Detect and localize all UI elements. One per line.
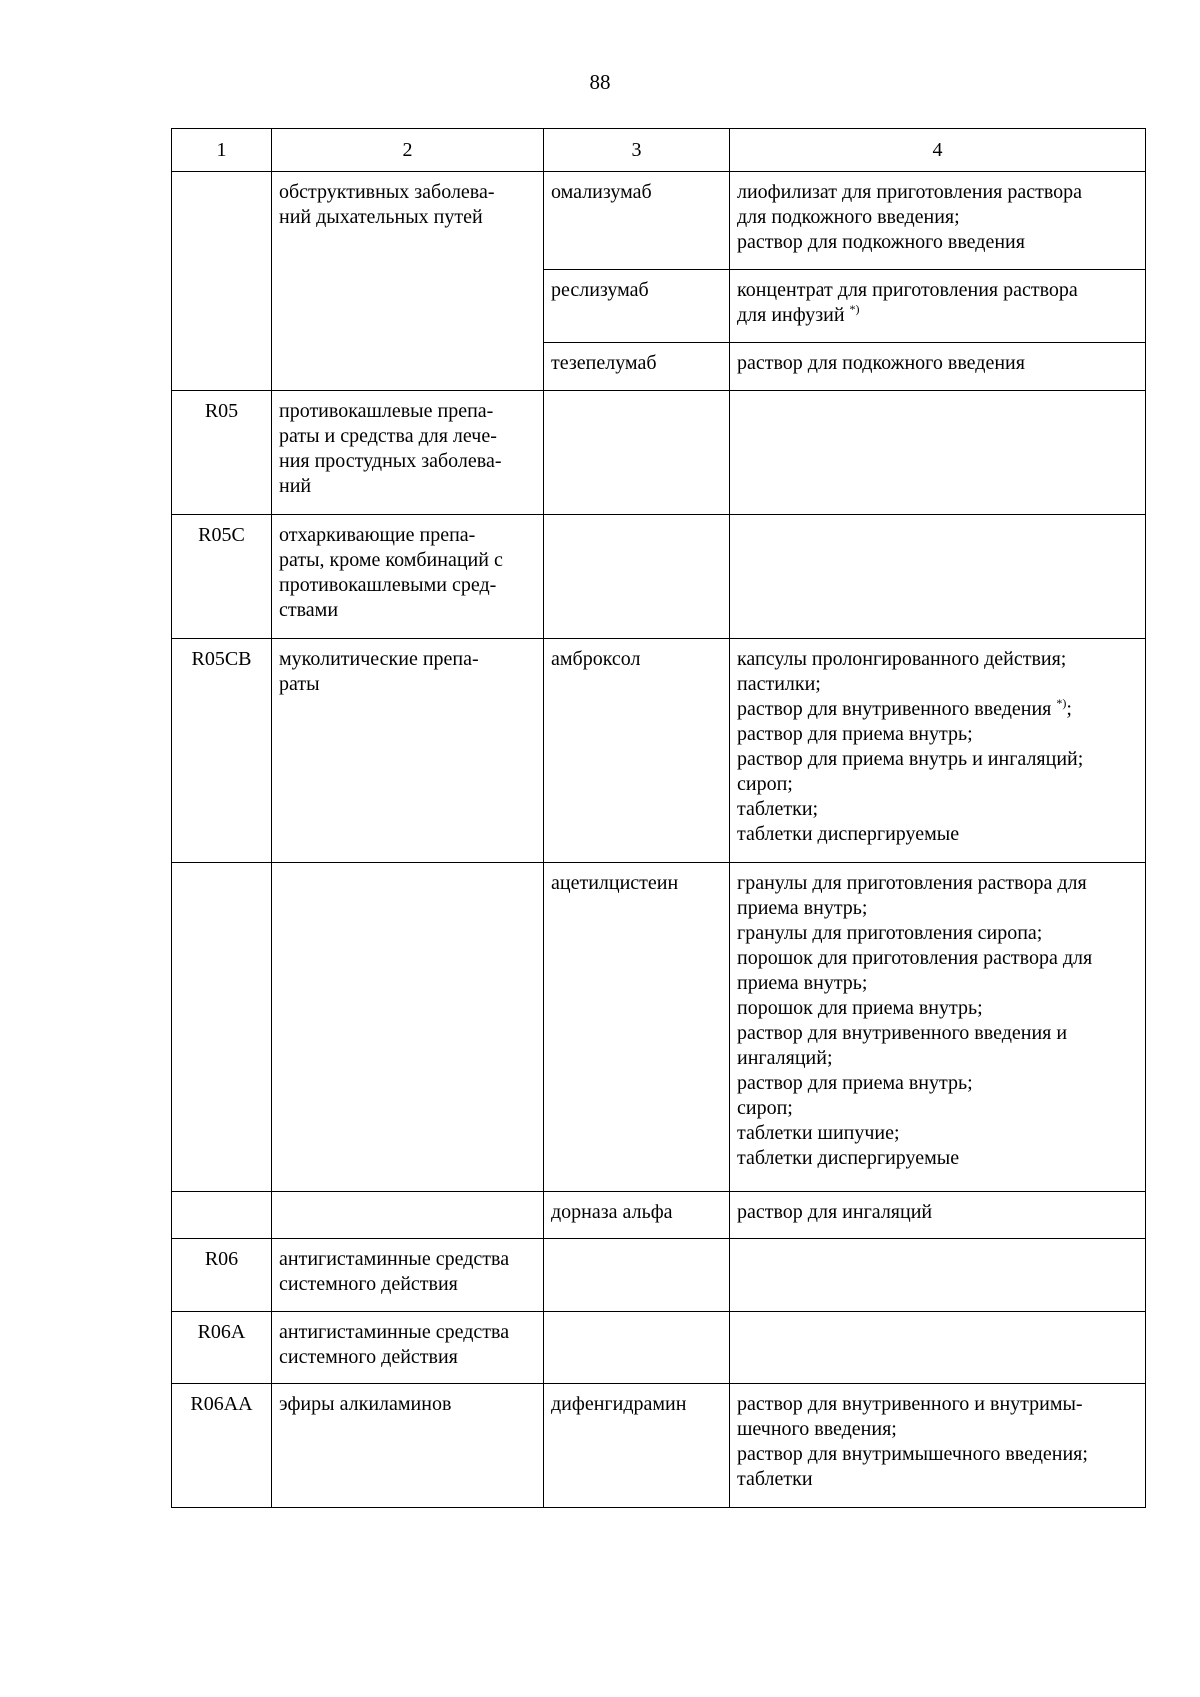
header-col-1: 1: [172, 129, 272, 172]
code-cell: R05C: [172, 515, 272, 639]
drug-name-cell: [544, 515, 730, 639]
group-cell: антигистаминные средства системного действия: [272, 1239, 544, 1312]
page-number: 88: [589, 70, 611, 94]
footnote-mark: *): [1056, 696, 1067, 710]
code-cell: R06: [172, 1239, 272, 1312]
code-cell: [172, 1192, 272, 1239]
dosage-form-text: концентрат для приготовления раствора для инфузий: [737, 279, 1078, 326]
table-row: [172, 1312, 1146, 1384]
dosage-form-text: капсулы пролонгированного действия; пастилки; раствор для внутривенного введения: [737, 648, 1067, 720]
dosage-form-cell: [730, 1239, 1146, 1312]
dosage-form-cell: [730, 515, 1146, 639]
dosage-form-cell: [730, 391, 1146, 515]
table-row: [172, 1192, 1146, 1239]
group-cell: муколитические препа- раты: [272, 639, 544, 863]
group-cell: [272, 1192, 544, 1239]
dosage-form-cell: [730, 639, 1146, 863]
drug-name-cell: тезепелумаб: [544, 343, 730, 391]
group-cell: отхаркивающие препа- раты, кроме комбинаций с противокашлевыми сред- ствами: [272, 515, 544, 639]
group-cell: [272, 863, 544, 1192]
drug-name-cell: амброксол: [544, 639, 730, 863]
table-row: [172, 1239, 1146, 1312]
drug-name-cell: [544, 391, 730, 515]
footnote-mark: *): [849, 302, 860, 316]
code-cell: R06A: [172, 1312, 272, 1384]
dosage-form-cell: раствор для ингаляций: [730, 1192, 1146, 1239]
drug-table: [171, 128, 1146, 1508]
drug-name-cell: [544, 1312, 730, 1384]
drug-name-cell: реслизумаб: [544, 270, 730, 343]
code-cell: R05CB: [172, 639, 272, 863]
table-row: [172, 639, 1146, 863]
dosage-form-cell: раствор для внутривенного и внутримы- шечного введения; раствор для внутримышечного введения; таблетки: [730, 1384, 1146, 1508]
group-cell: противокашлевые препа- раты и средства для лече- ния простудных заболева- ний: [272, 391, 544, 515]
code-cell: R06AA: [172, 1384, 272, 1508]
drug-name-cell: дифенгидрамин: [544, 1384, 730, 1508]
code-cell: [172, 863, 272, 1192]
header-col-4: 4: [730, 129, 1146, 172]
table-row: [172, 1384, 1146, 1508]
dosage-form-text: раствор для приема внутрь; раствор для приема внутрь и ингаляций; сироп; таблетки; таблетки диспергируемые: [737, 723, 1084, 845]
dosage-form-cell: лиофилизат для приготовления раствора для подкожного введения; раствор для подкожного введения: [730, 172, 1146, 270]
drug-name-cell: ацетилцистеин: [544, 863, 730, 1192]
code-cell: [172, 172, 272, 391]
drug-name-cell: дорназа альфа: [544, 1192, 730, 1239]
code-cell: R05: [172, 391, 272, 515]
dosage-form-cell: раствор для подкожного введения: [730, 343, 1146, 391]
dosage-form-cell: [730, 1312, 1146, 1384]
drug-name-cell: омализумаб: [544, 172, 730, 270]
group-cell: эфиры алкиламинов: [272, 1384, 544, 1508]
table-header-row: [172, 129, 1146, 172]
dosage-form-cell: гранулы для приготовления раствора для приема внутрь; гранулы для приготовления сиропа; порошок для приготовления раствора для приема внутрь; порошок для приема внутрь; раствор для внутривенного введения и ингаляций; раствор для приема внутрь; сироп; таблетки шипучие; таблетки диспергируемые: [730, 863, 1146, 1192]
table-row: [172, 172, 1146, 270]
table-row: [172, 515, 1146, 639]
group-cell: обструктивных заболева- ний дыхательных путей: [272, 172, 544, 391]
dosage-form-punct: ;: [1066, 698, 1072, 720]
header-col-3: 3: [544, 129, 730, 172]
table-row: [172, 391, 1146, 515]
header-col-2: 2: [272, 129, 544, 172]
drug-name-cell: [544, 1239, 730, 1312]
group-cell: антигистаминные средства системного действия: [272, 1312, 544, 1384]
table-row: [172, 863, 1146, 1192]
dosage-form-cell: [730, 270, 1146, 343]
